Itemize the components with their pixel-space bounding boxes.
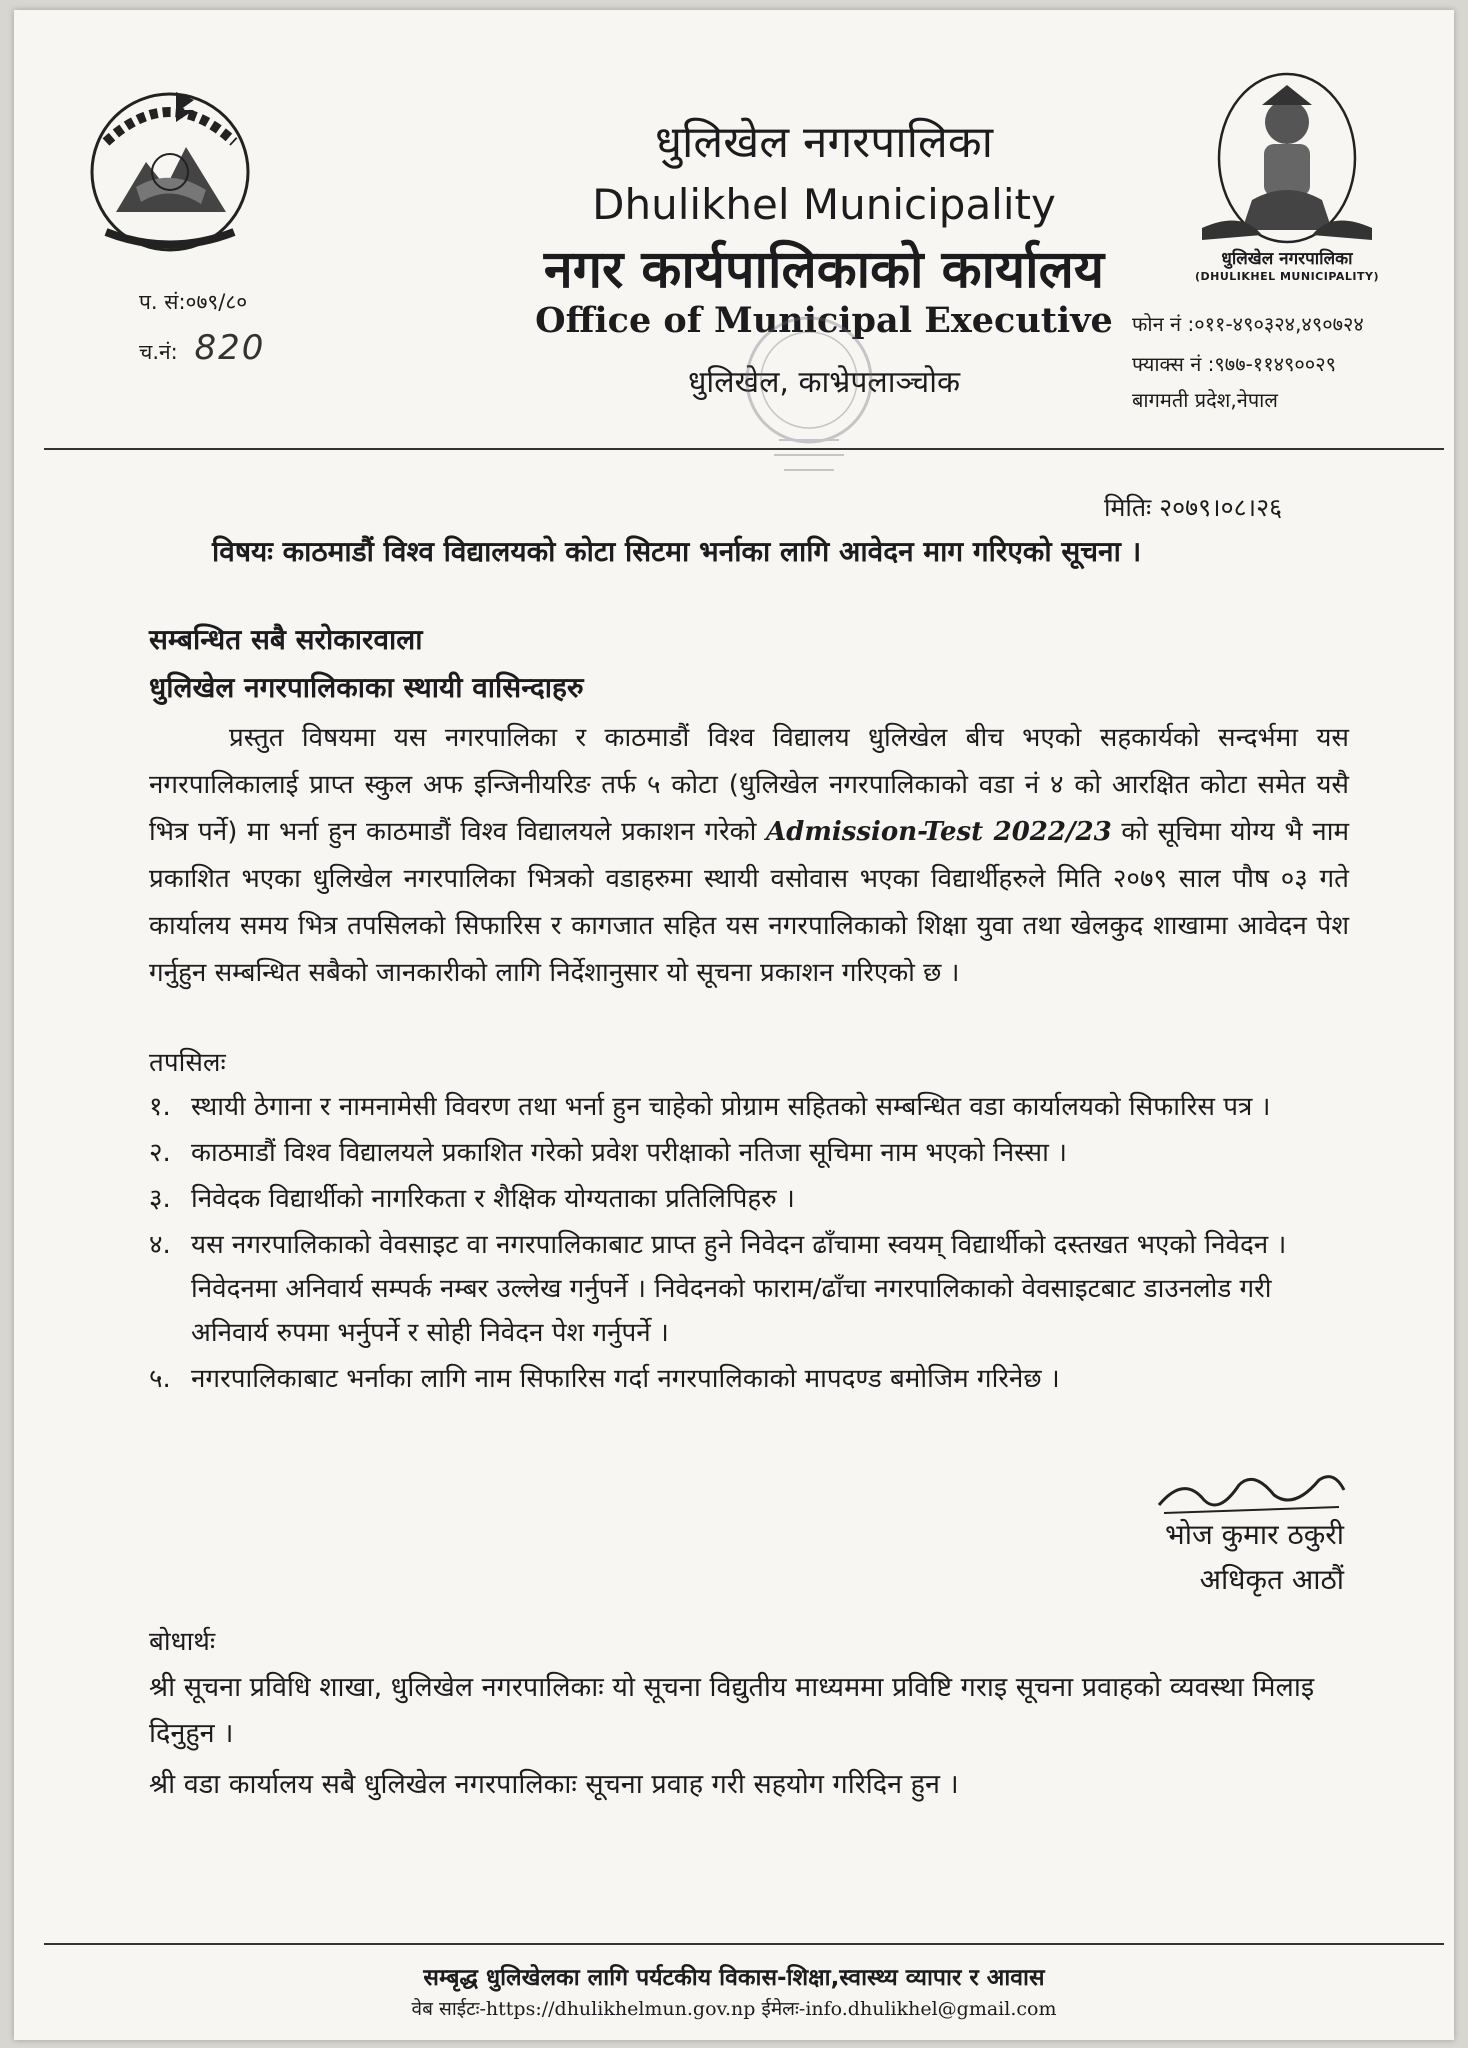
list-item-number: ३. — [149, 1184, 171, 1214]
letter-date: मितिः २०७९।०८।२६ — [1104, 493, 1283, 522]
footer-slogan: सम्बृद्ध धुलिखेलका लागि पर्यटकीय विकास-शिक्षा,स्वास्थ्य व्यापार र आवास — [423, 1965, 1045, 1991]
patra-sankhya: प. सं:०७९/८० — [139, 290, 248, 314]
letter-subject: विषयः काठमाडौं विश्व विद्यालयको कोटा सिटमा भर्नाका लागि आवेदन माग गरिएको सूचना । — [212, 535, 1142, 568]
list-item-number: ४. — [149, 1230, 171, 1260]
contact-province: बागमती प्रदेश,नेपाल — [1132, 388, 1278, 412]
chalani-value: 820 — [194, 328, 266, 368]
cc-label: बोधार्थः — [149, 1627, 216, 1657]
signatory-name: भोज कुमार ठकुरी — [1165, 1518, 1344, 1551]
list-item-text: निवेदक विद्यार्थीको नागरिकता र शैक्षिक योग्यताका प्रतिलिपिहरु । — [191, 1184, 795, 1214]
list-item — [149, 1357, 1349, 1401]
list-item-text: स्थायी ठेगाना र नामनामेसी विवरण तथा भर्ना हुन चाहेको प्रोग्राम सहितको सम्बन्धित वडा कार्यालयको सिफारिस पत्र । — [191, 1092, 1271, 1122]
list-item — [149, 1085, 1349, 1129]
list-item-text: नगरपालिकाबाट भर्नाका लागि नाम सिफारिस गर्दा नगरपालिकाको मापदण्ड बमोजिम गरिनेछ । — [191, 1364, 1060, 1394]
letter-page — [14, 10, 1454, 2040]
signatory-title: अधिकृत आठौं — [1199, 1563, 1344, 1596]
chalani-label: च.नं: — [139, 340, 178, 364]
chalani-number — [139, 328, 265, 368]
body-part-1: प्रस्तुत विषयमा यस नगरपालिका र काठमाडौं विश्व विद्यालय धुलिखेल बीच भएको सहकार्यको सन्दर्भमा यस नगरपालिकालाई प्राप्त स्कुल अफ इन्जिनीयरिङ तर्फ ५ कोटा (धुलिखेल नगरपालिकाको वडा नं ४ को आरक्षित कोटा समेत यसै भित्र पर्ने) मा भर्ना हुन काठमाडौं विश्व विद्यालयले प्रकाशन गरेको — [149, 723, 1349, 847]
footer-web-email: वेब साईटः-https://dhulikhelmun.gov.np ईमेलः-info.dhulikhel@gmail.com — [411, 1998, 1057, 2020]
body-highlight: Admission-Test 2022/23 — [765, 817, 1112, 847]
contact-phone: फोन नं :०११-४९०३२४,४९०७२४ — [1132, 312, 1364, 336]
logo-caption-en: (DHULIKHEL MUNICIPALITY) — [1195, 270, 1379, 283]
tapsil-list — [149, 1085, 1349, 1403]
letter-body — [149, 715, 1349, 997]
logo-caption-np: धुलिखेल नगरपालिका — [1221, 249, 1353, 269]
body-part-2: को सूचिमा योग्य भै नाम प्रकाशित भएका धुलिखेल नगरपालिका भित्रको वडाहरुमा स्थायी वसोवास भएका विद्यार्थीहरुले मिति २०७९ साल पौष ०३ गते कार्यालय समय भित्र तपसिलको सिफारिस र कागजात सहित यस नगरपालिकाको शिक्षा युवा तथा खेलकुद शाखामा आवेदन पेश गर्नुहुन सम्बन्धित सबैको जानकारीको लागि निर्देशानुसार यो सूचना प्रकाशन गरिएको छ । — [149, 817, 1349, 988]
list-item — [149, 1131, 1349, 1175]
office-address: धुलिखेल, काभ्रेपलाञ्चोक — [687, 365, 961, 400]
nepal-emblem-icon — [76, 72, 264, 260]
tapsil-label: तपसिलः — [149, 1048, 226, 1078]
office-name-np: नगर कार्यपालिकाको कार्यालय — [543, 240, 1105, 300]
list-item — [149, 1223, 1349, 1355]
municipality-name-en: Dhulikhel Municipality — [592, 180, 1056, 229]
municipality-name-np: धुलिखेल नगरपालिका — [654, 117, 994, 168]
list-item-number: २. — [149, 1138, 171, 1168]
list-item — [149, 1177, 1349, 1221]
header-divider — [44, 448, 1444, 450]
footer-divider — [44, 1943, 1444, 1945]
list-item-text: यस नगरपालिकाको वेवसाइट वा नगरपालिकाबाट प्राप्त हुने निवेदन ढाँचामा स्वयम् विद्यार्थीको दस्तखत भएको निवेदन । निवेदनमा अनिवार्य सम्पर्क नम्बर उल्लेख गर्नुपर्ने । निवेदनको फाराम/ढाँचा नगरपालिकाको वेवसाइटबाट डाउनलोड गरी अनिवार्य रुपमा भर्नुपर्ने र सोही निवेदन पेश गर्नुपर्ने । — [191, 1230, 1287, 1348]
contact-fax: फ्याक्स नं :९७७-११४९००२९ — [1132, 352, 1337, 376]
list-item-number: ५. — [149, 1364, 171, 1394]
list-item-number: १. — [149, 1092, 171, 1122]
list-item-text: काठमाडौं विश्व विद्यालयले प्रकाशित गरेको प्रवेश परीक्षाको नतिजा सूचिमा नाम भएको निस्सा । — [191, 1138, 1067, 1168]
cc-item: श्री सूचना प्रविधि शाखा, धुलिखेल नगरपालिकाः यो सूचना विद्युतीय माध्यममा प्रविष्टि गराइ सूचना प्रवाहको व्यवस्था मिलाइ दिनुहुन । — [149, 1672, 1315, 1749]
office-stamp-icon — [709, 300, 909, 500]
cc-item: श्री वडा कार्यालय सबै धुलिखेल नगरपालिकाः सूचना प्रवाह गरी सहयोग गरिदिन हुन । — [149, 1769, 959, 1800]
addressee-line-2: धुलिखेल नगरपालिकाका स्थायी वासिन्दाहरु — [149, 671, 584, 704]
addressee-line-1: सम्बन्धित सबै सरोकारवाला — [149, 623, 423, 656]
office-name-en: Office of Municipal Executive — [535, 300, 1113, 341]
